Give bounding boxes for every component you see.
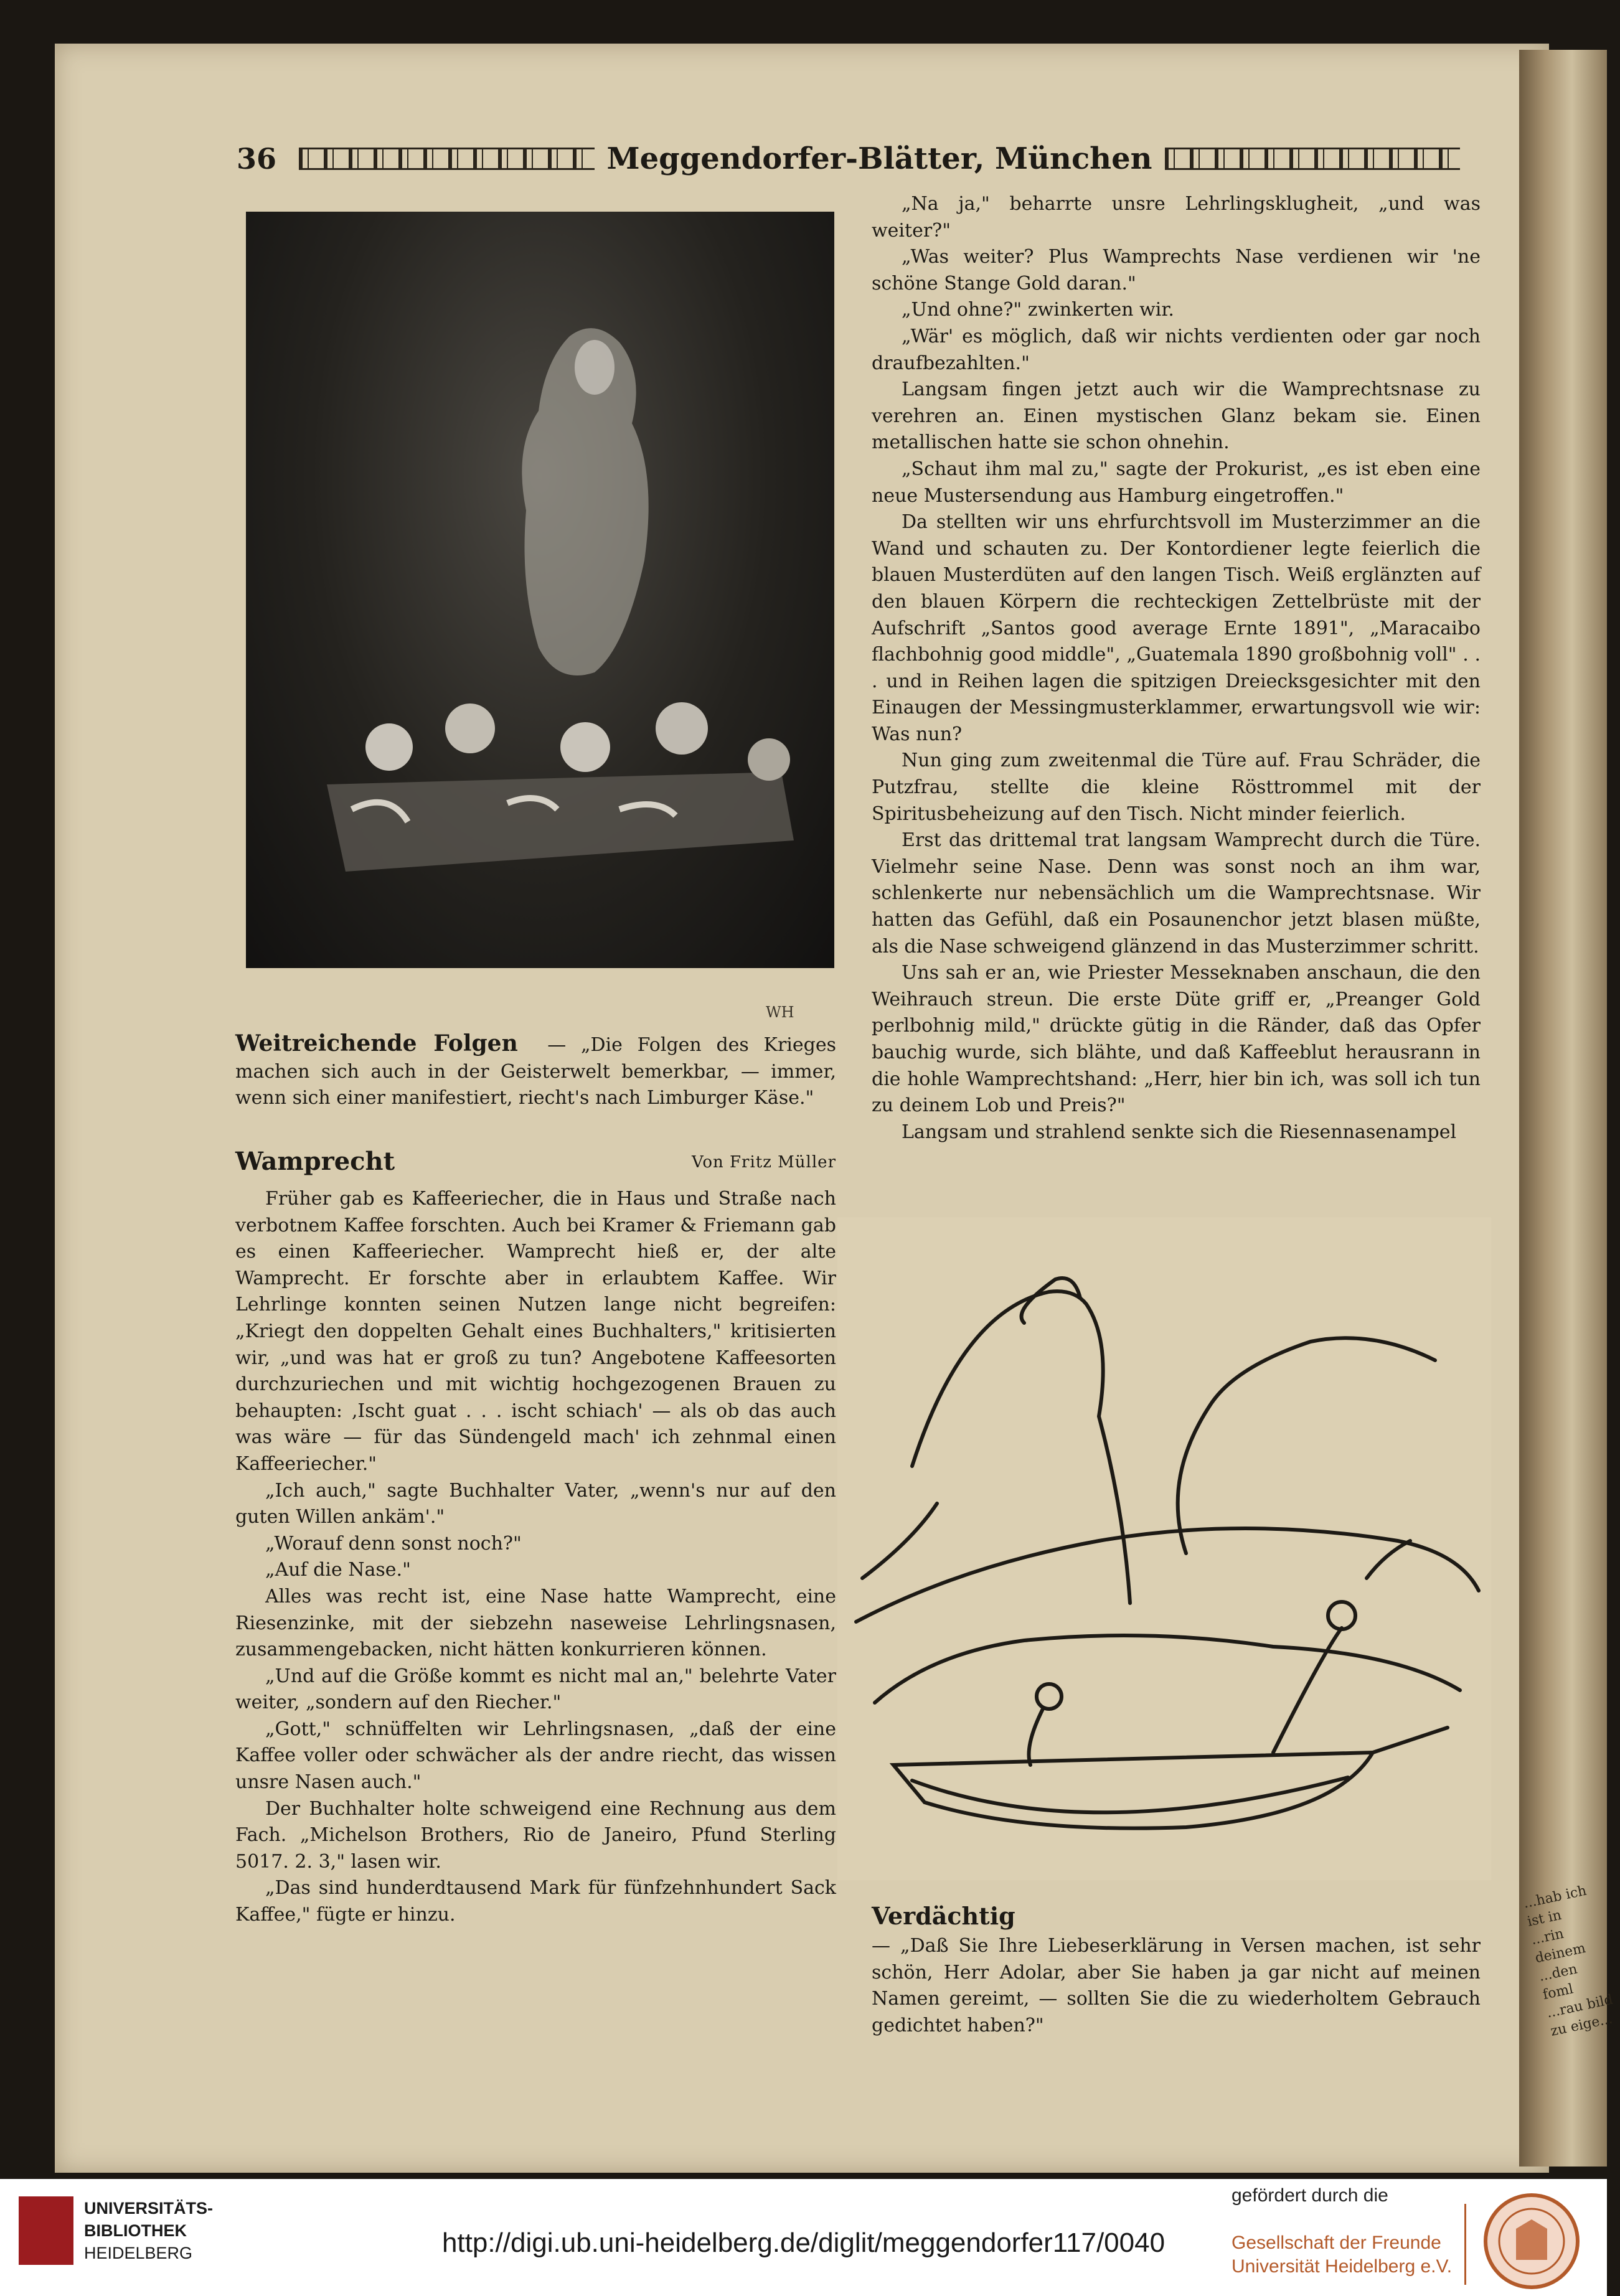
paragraph: „Und auf die Größe kommt es nicht mal an," belehrte Vater weiter, „sondern auf den Riecher." bbox=[235, 1665, 836, 1714]
permalink-url[interactable]: http://digi.ub.uni-heidelberg.de/diglit/meggendorfer117/0040 bbox=[441, 2228, 1166, 2258]
adjacent-page-text: ...hab ich ist in ...rin deinem ...den foml ...rau bild zu eige... bbox=[1522, 1883, 1614, 2040]
caption-title: Weitreichende Folgen bbox=[235, 1030, 518, 1056]
paragraph: „Das sind hunderdtausend Mark für fünfzehnhundert Sack Kaffee," fügte er hinzu. bbox=[235, 1877, 836, 1926]
paragraph: Langsam fingen jetzt auch wir die Wamprechtsnase zu verehren an. Einen mystischen Glanz bekam sie. Einen metallischen hatte sie schon ohnehin. bbox=[872, 379, 1481, 454]
adjacent-page-edge bbox=[1519, 50, 1607, 2167]
paragraph: Früher gab es Kaffeeriecher, die in Haus und Straße nach verbotnem Kaffee forschten. Auch bei Kramer & Friemann gab es einen Kaffeeriecher. Wamprecht hieß er, der alte Wamprecht. Er forschte aber in erlaubtem Kaffee. Wir Lehrlinge konnten seinen Nutzen lange nicht begreifen: „Kriegt den doppelten Gehalt eines Buchhalters," kritisierten wir, „und was hat er groß zu tun? Angebotene Kaffeesorten durchzuriechen und mit wichtig hochgezogenen Brauen zu behaupten: ‚Ischt guat . . . ischt schiach' — als ob das auch was wäre — für das Sündengeld mach' ich zehnmal einen Kaffeeriecher." bbox=[235, 1188, 836, 1475]
paragraph: „Und ohne?" zwinkerten wir. bbox=[902, 299, 1174, 321]
page-title: Meggendorfer-Blätter, München bbox=[606, 141, 1152, 176]
caption-weitreichende-folgen bbox=[235, 1030, 836, 1112]
header-ornament-left bbox=[299, 148, 595, 170]
paragraph: „Ich auch," sagte Buchhalter Vater, „wenn's nur auf den guten Willen ankäm'." bbox=[235, 1479, 836, 1528]
paragraph: Der Buchhalter holte schweigend eine Rechnung aus dem Fach. „Michelson Brothers, Rio de Janeiro, Pfund Sterling 5017. 2. 3," lasen wir. bbox=[235, 1797, 836, 1873]
viewer-footer bbox=[0, 2179, 1607, 2296]
caption-title: Verdächtig bbox=[872, 1902, 1015, 1930]
sponsor-name: Universität Heidelberg e.V. bbox=[1231, 2256, 1453, 2277]
ghost-drawing bbox=[246, 212, 834, 968]
caption-text: — „Daß Sie Ihre Liebeserklärung in Versen machen, ist sehr schön, Herr Adolar, aber Sie haben ja gar nicht auf meinen Namen gereimt, — sollten Sie die zu wiederholtem Gebrauch gedichtet haben?" bbox=[872, 1935, 1481, 2036]
paragraph: „Na ja," beharrte unsre Lehrlingsklugheit, „und was weiter?" bbox=[872, 193, 1481, 242]
caption-verdaechtig bbox=[872, 1933, 1481, 2039]
ghost-illustration bbox=[246, 212, 834, 968]
paragraph: Nun ging zum zweitenmal die Türe auf. Frau Schräder, die Putzfrau, stellte die kleine Rösttrommel mit der Spiritusbeheizung auf den Tisch. Nicht minder feierlich. bbox=[872, 750, 1481, 825]
header-ornament-right bbox=[1165, 148, 1461, 170]
paragraph: „Auf die Nase." bbox=[265, 1559, 411, 1581]
sponsor-name: Gesellschaft der Freunde bbox=[1231, 2232, 1441, 2253]
paragraph: „Worauf denn sonst noch?" bbox=[265, 1532, 522, 1555]
sponsor-divider bbox=[1464, 2204, 1466, 2285]
article-byline: Von Fritz Müller bbox=[691, 1153, 836, 1172]
article-title: Wamprecht bbox=[235, 1147, 395, 1176]
library-name-line: BIBLIOTHEK bbox=[84, 2221, 187, 2240]
caption-text: — „Die Folgen des Krieges machen sich auch in der Geisterwelt bemerkbar, — immer, wenn sich einer manifestiert, riecht's nach Limburger Käse." bbox=[235, 1034, 837, 1109]
article-column-right bbox=[872, 191, 1481, 1146]
paragraph: Erst das drittemal trat langsam Wamprecht durch die Türe. Vielmehr seine Nase. Denn was sonst noch an ihm war, schlenkerte nur nebensächlich um die Wamprechtsnase. Wir hatten das Gefühl, daß ein Posaunenchor jetzt blasen müßte, als die Nase schweigend glänzend in das Musterzimmer schritt. bbox=[872, 829, 1481, 957]
boat-illustration bbox=[837, 1217, 1491, 1880]
paragraph: „Schaut ihm mal zu," sagte der Prokurist, „es ist eben eine neue Mustersendung aus Hamburg eingetroffen." bbox=[872, 458, 1481, 507]
paragraph: „Was weiter? Plus Wamprechts Nase verdienen wir 'ne schöne Stange Gold daran." bbox=[872, 246, 1481, 294]
artist-signature: WH bbox=[766, 1004, 794, 1021]
paragraph: Uns sah er an, wie Priester Messeknaben anschaun, die den Weihrauch streun. Die erste Düte griff er, „Preanger Gold perlbohnig mild," drückte gütig in die Ränder, daß das Opfer bauchig wurde, sich blähte, und daß Kaffeeblut herausrann in die hohle Wamprechtshand: „Herr, hier bin ich, was soll ich tun zu deinem Lob und Preis?" bbox=[872, 962, 1481, 1117]
library-name-line: UNIVERSITÄTS- bbox=[84, 2199, 214, 2218]
page-header bbox=[237, 134, 1472, 184]
university-seal-icon bbox=[1482, 2191, 1581, 2291]
boat-drawing bbox=[837, 1217, 1491, 1880]
article-column-left bbox=[235, 1186, 836, 1929]
article-heading bbox=[235, 1147, 836, 1178]
paragraph: Da stellten wir uns ehrfurchtsvoll im Musterzimmer an die Wand und schauten zu. Der Kontordiener legte feierlich die blauen Musterdüten auf den langen Tisch. Weiß erglänzten auf den blauen Körpern die rechteckigen Zettelbrüste mit der Aufschrift „Santos good average Ernte 1891", „Maracaibo flachbohnig good middle", „Guatemala 1890 großbohnig voll" . . . und in Reihen lagen die spitzigen Dreiecksgesichter mit den Einaugen der Messingmusterklammer, erwartungsvoll wie wir: Was nun? bbox=[872, 511, 1481, 745]
paragraph: „Gott," schnüffelten wir Lehrlingsnasen, „daß der eine Kaffee voller oder schwächer als der andre riecht, das wissen unsre Nasen auch." bbox=[235, 1718, 836, 1794]
paragraph: Langsam und strahlend senkte sich die Riesennasenampel bbox=[902, 1121, 1457, 1143]
library-name-line: HEIDELBERG bbox=[84, 2244, 193, 2262]
paragraph: „Wär' es möglich, daß wir nichts verdienten oder gar noch draufbezahlten." bbox=[872, 325, 1481, 374]
sponsor-label: gefördert durch die bbox=[1231, 2185, 1388, 2206]
page-number: 36 bbox=[237, 142, 277, 176]
paragraph: Alles was recht ist, eine Nase hatte Wamprecht, eine Riesenzinke, mit der siebzehn naseweise Lehrlingsnasen, zusammengebacken, nicht hätten konkurrieren können. bbox=[235, 1585, 836, 1661]
